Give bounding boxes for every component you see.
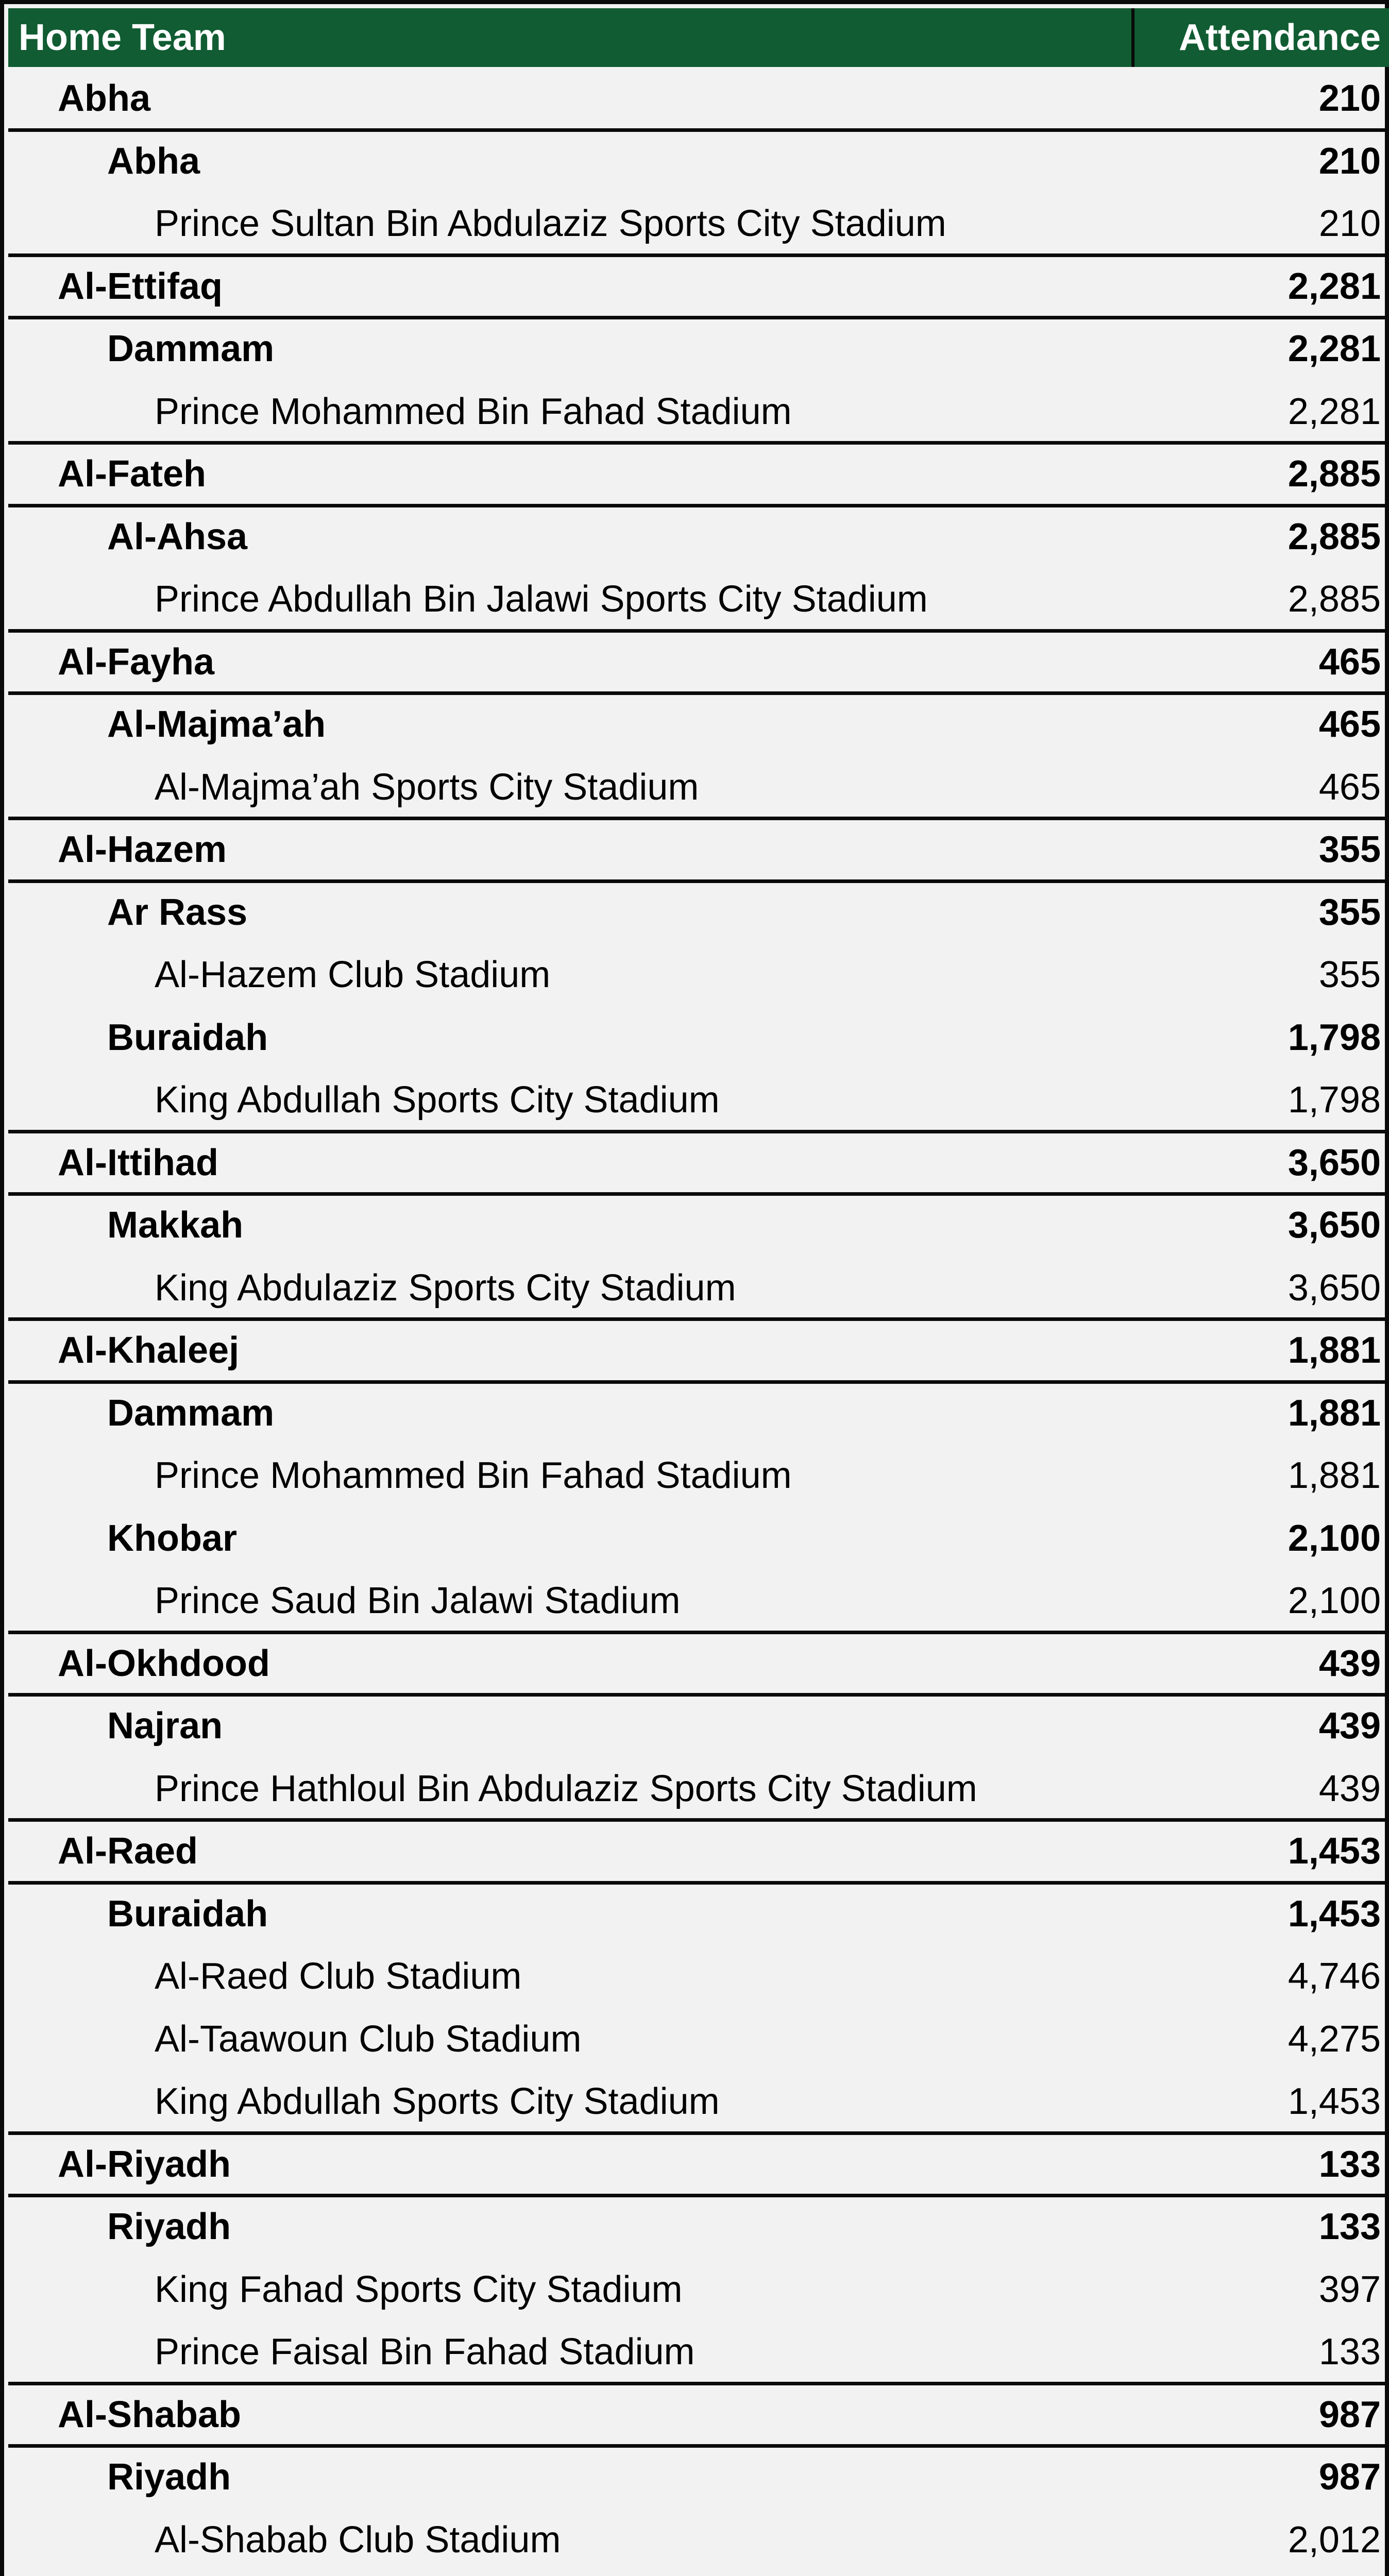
attendance-value: 1,453 bbox=[1288, 2081, 1381, 2122]
attendance-value: 439 bbox=[1318, 1642, 1381, 1684]
city-name: Ar Rass bbox=[107, 891, 248, 933]
attendance-value: 1,881 bbox=[1288, 1455, 1381, 1496]
stadium-row[interactable] bbox=[8, 2008, 1389, 2071]
stadium-row[interactable] bbox=[8, 1945, 1389, 2008]
attendance-value: 1,453 bbox=[1288, 1831, 1381, 1872]
stadium-name: Prince Mohammed Bin Fahad Stadium bbox=[155, 391, 792, 432]
city-name: Buraidah bbox=[107, 1893, 268, 1935]
city-name: Abha bbox=[107, 140, 200, 182]
stadium-name: Prince Hathloul Bin Abdulaziz Sports City Stadium bbox=[155, 1768, 977, 1809]
team-name: Al-Shabab bbox=[58, 2394, 242, 2435]
attendance-value: 210 bbox=[1318, 78, 1381, 119]
team-name: Al-Hazem bbox=[58, 829, 227, 870]
attendance-value: 2,281 bbox=[1288, 391, 1381, 432]
stadium-name: Al-Hazem Club Stadium bbox=[155, 954, 551, 995]
team-row[interactable] bbox=[8, 2383, 1389, 2446]
attendance-value: 439 bbox=[1318, 1768, 1381, 1809]
group-separator bbox=[8, 1631, 1389, 1634]
stadium-row[interactable] bbox=[8, 2509, 1389, 2571]
attendance-value: 355 bbox=[1318, 891, 1381, 933]
stadium-row[interactable] bbox=[8, 2571, 1389, 2576]
stadium-name: King Abdulaziz Sports City Stadium bbox=[155, 1267, 736, 1309]
attendance-value: 987 bbox=[1318, 2394, 1381, 2435]
attendance-value: 2,885 bbox=[1288, 579, 1381, 620]
attendance-value: 2,100 bbox=[1288, 1517, 1381, 1559]
team-name: Al-Raed bbox=[58, 1831, 198, 1872]
stadium-row[interactable] bbox=[8, 568, 1389, 631]
stadium-row[interactable] bbox=[8, 756, 1389, 819]
stadium-row[interactable] bbox=[8, 2320, 1389, 2383]
city-row[interactable] bbox=[8, 2446, 1389, 2509]
group-separator bbox=[8, 2131, 1389, 2135]
stadium-name: Prince Sultan Bin Abdulaziz Sports City Stadium bbox=[155, 203, 946, 244]
team-row[interactable] bbox=[8, 1131, 1389, 1194]
stadium-name: Al-Shabab Club Stadium bbox=[155, 2519, 561, 2561]
city-row[interactable] bbox=[8, 505, 1389, 568]
attendance-value: 2,281 bbox=[1288, 265, 1381, 307]
attendance-value: 2,885 bbox=[1288, 453, 1381, 495]
city-name: Riyadh bbox=[107, 2456, 231, 2498]
attendance-value: 465 bbox=[1318, 766, 1381, 808]
city-row[interactable] bbox=[8, 881, 1389, 944]
team-name: Al-Fateh bbox=[58, 453, 206, 495]
group-separator bbox=[8, 1130, 1389, 1133]
stadium-name: Prince Saud Bin Jalawi Stadium bbox=[155, 1580, 681, 1621]
group-separator bbox=[8, 253, 1389, 257]
stadium-name: Prince Abdullah Bin Jalawi Sports City Stadium bbox=[155, 579, 928, 620]
city-row[interactable] bbox=[8, 317, 1389, 380]
group-separator bbox=[8, 1818, 1389, 1822]
attendance-value: 133 bbox=[1318, 2206, 1381, 2247]
attendance-value: 987 bbox=[1318, 2456, 1381, 2498]
team-name: Al-Ettifaq bbox=[58, 265, 223, 307]
attendance-value: 133 bbox=[1318, 2143, 1381, 2185]
attendance-value: 1,453 bbox=[1288, 1893, 1381, 1935]
stadium-row[interactable] bbox=[8, 1069, 1389, 1131]
attendance-value: 2,100 bbox=[1288, 1580, 1381, 1621]
team-row[interactable] bbox=[8, 818, 1389, 881]
city-name: Dammam bbox=[107, 328, 275, 369]
team-row[interactable] bbox=[8, 1820, 1389, 1883]
team-row[interactable] bbox=[8, 67, 1389, 130]
stadium-row[interactable] bbox=[8, 943, 1389, 1006]
city-name: Al-Ahsa bbox=[107, 516, 248, 557]
stadium-name: King Abdullah Sports City Stadium bbox=[155, 1079, 720, 1121]
column-header-attendance[interactable]: Attendance bbox=[1178, 17, 1381, 58]
city-row[interactable] bbox=[8, 1507, 1389, 1570]
group-separator bbox=[8, 629, 1389, 633]
attendance-value: 1,798 bbox=[1288, 1079, 1381, 1121]
city-row[interactable] bbox=[8, 130, 1389, 193]
attendance-value: 4,275 bbox=[1288, 2018, 1381, 2060]
attendance-value: 2,012 bbox=[1288, 2519, 1381, 2561]
attendance-value: 2,281 bbox=[1288, 328, 1381, 369]
group-separator bbox=[8, 1317, 1389, 1321]
team-name: Abha bbox=[58, 78, 150, 119]
team-row[interactable] bbox=[8, 631, 1389, 693]
attendance-value: 2,885 bbox=[1288, 516, 1381, 557]
city-name: Najran bbox=[107, 1705, 223, 1747]
city-row[interactable] bbox=[8, 1006, 1389, 1069]
table-header bbox=[8, 8, 1389, 67]
attendance-value: 210 bbox=[1318, 203, 1381, 244]
team-name: Al-Ittihad bbox=[58, 1142, 218, 1183]
team-name: Al-Riyadh bbox=[58, 2143, 231, 2185]
stadium-name: Al-Taawoun Club Stadium bbox=[155, 2018, 582, 2060]
city-row[interactable] bbox=[8, 2195, 1389, 2258]
team-row[interactable] bbox=[8, 1319, 1389, 1382]
attendance-value: 397 bbox=[1318, 2268, 1381, 2310]
city-name: Riyadh bbox=[107, 2206, 231, 2247]
stadium-row[interactable] bbox=[8, 1257, 1389, 1319]
attendance-value: 4,746 bbox=[1288, 1956, 1381, 1997]
attendance-value: 465 bbox=[1318, 641, 1381, 683]
group-separator bbox=[8, 817, 1389, 820]
group-separator bbox=[8, 2382, 1389, 2385]
city-name: Khobar bbox=[107, 1517, 237, 1559]
city-name: Al-Majma’ah bbox=[107, 704, 326, 745]
city-name: Makkah bbox=[107, 1205, 244, 1246]
stadium-row[interactable] bbox=[8, 2070, 1389, 2133]
city-name: Dammam bbox=[107, 1392, 275, 1434]
team-name: Al-Khaleej bbox=[58, 1330, 240, 1371]
column-header-home-team[interactable]: Home Team bbox=[8, 8, 1134, 67]
attendance-value: 465 bbox=[1318, 704, 1381, 745]
city-row[interactable] bbox=[8, 693, 1389, 756]
stadium-name: Prince Mohammed Bin Fahad Stadium bbox=[155, 1455, 792, 1496]
stadium-row[interactable] bbox=[8, 1757, 1389, 1820]
team-row[interactable] bbox=[8, 255, 1389, 318]
attendance-value: 355 bbox=[1318, 954, 1381, 995]
city-row[interactable] bbox=[8, 1694, 1389, 1757]
stadium-row[interactable] bbox=[8, 2258, 1389, 2321]
stadium-name: King Abdullah Sports City Stadium bbox=[155, 2081, 720, 2122]
attendance-value: 1,798 bbox=[1288, 1016, 1381, 1058]
team-row[interactable] bbox=[8, 443, 1389, 505]
attendance-value: 439 bbox=[1318, 1705, 1381, 1747]
stadium-row[interactable] bbox=[8, 380, 1389, 443]
attendance-value: 210 bbox=[1318, 140, 1381, 182]
group-separator bbox=[8, 441, 1389, 445]
attendance-value: 133 bbox=[1318, 2331, 1381, 2372]
team-name: Al-Okhdood bbox=[58, 1642, 270, 1684]
attendance-value: 355 bbox=[1318, 829, 1381, 870]
stadium-name: Al-Majma’ah Sports City Stadium bbox=[155, 766, 699, 808]
stadium-name: Al-Raed Club Stadium bbox=[155, 1956, 522, 1997]
city-row[interactable] bbox=[8, 1382, 1389, 1445]
attendance-value: 3,650 bbox=[1288, 1142, 1381, 1183]
city-row[interactable] bbox=[8, 1883, 1389, 1945]
attendance-value: 3,650 bbox=[1288, 1267, 1381, 1309]
stadium-name: Prince Faisal Bin Fahad Stadium bbox=[155, 2331, 695, 2372]
city-name: Buraidah bbox=[107, 1016, 268, 1058]
attendance-value: 3,650 bbox=[1288, 1205, 1381, 1246]
team-row[interactable] bbox=[8, 2133, 1389, 2196]
stadium-row[interactable] bbox=[8, 1444, 1389, 1507]
stadium-row[interactable] bbox=[8, 1569, 1389, 1632]
team-name: Al-Fayha bbox=[58, 641, 215, 683]
stadium-row[interactable] bbox=[8, 192, 1389, 255]
city-row[interactable] bbox=[8, 1194, 1389, 1257]
attendance-value: 1,881 bbox=[1288, 1392, 1381, 1434]
stadium-name: King Fahad Sports City Stadium bbox=[155, 2268, 683, 2310]
attendance-value: 1,881 bbox=[1288, 1330, 1381, 1371]
team-row[interactable] bbox=[8, 1632, 1389, 1695]
